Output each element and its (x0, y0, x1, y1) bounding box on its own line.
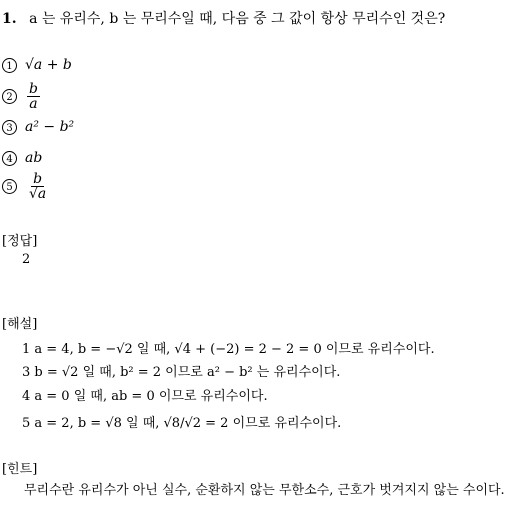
option-2-fraction (27, 82, 40, 111)
explanation-line-2: 3 b = √2 일 때, b² = 2 이므로 a² − b² 는 유리수이다. (22, 365, 341, 380)
option-1-expr: √a + b (25, 57, 72, 73)
option-5[interactable] (2, 172, 50, 201)
answer-header: [정답] (2, 234, 38, 249)
option-2-denominator: a (29, 96, 38, 112)
option-2[interactable] (2, 82, 42, 111)
question (2, 8, 445, 28)
option-3-symbol: 3 (2, 120, 17, 135)
explanation-line-1: 1 a = 4, b = −√2 일 때, √4 + (−2) = 2 − 2 = 0 이므로 유리수이다. (22, 342, 435, 357)
option-3-expr: a² − b² (25, 119, 75, 135)
option-5-fraction (27, 172, 48, 201)
option-2-symbol: 2 (2, 89, 17, 104)
option-1-symbol: 1 (2, 58, 17, 73)
option-3[interactable] (2, 119, 74, 135)
option-4[interactable] (2, 150, 42, 166)
explanation-line-3: 4 a = 0 일 때, ab = 0 이므로 유리수이다. (22, 389, 268, 404)
option-2-numerator: b (29, 81, 38, 97)
option-5-denominator: √a (29, 186, 47, 202)
hint-text: 무리수란 유리수가 아닌 실수, 순환하지 않는 무한소수, 근호가 벗겨지지 않는 수이다. (24, 483, 505, 498)
hint-header: [힌트] (2, 462, 38, 477)
answer-value: 2 (22, 252, 31, 267)
question-number: 1. (2, 11, 17, 27)
explanation-line-4: 5 a = 2, b = √8 일 때, √8/√2 = 2 이므로 유리수이다. (22, 416, 342, 431)
question-text: a 는 유리수, b 는 무리수일 때, 다음 중 그 값이 항상 무리수인 것은? (29, 11, 446, 27)
option-5-symbol: 5 (2, 179, 17, 194)
explanation-header: [해설] (2, 317, 38, 332)
option-1[interactable] (2, 57, 72, 73)
option-4-symbol: 4 (2, 151, 17, 166)
option-5-numerator: b (33, 171, 43, 187)
option-4-expr: ab (25, 150, 43, 166)
